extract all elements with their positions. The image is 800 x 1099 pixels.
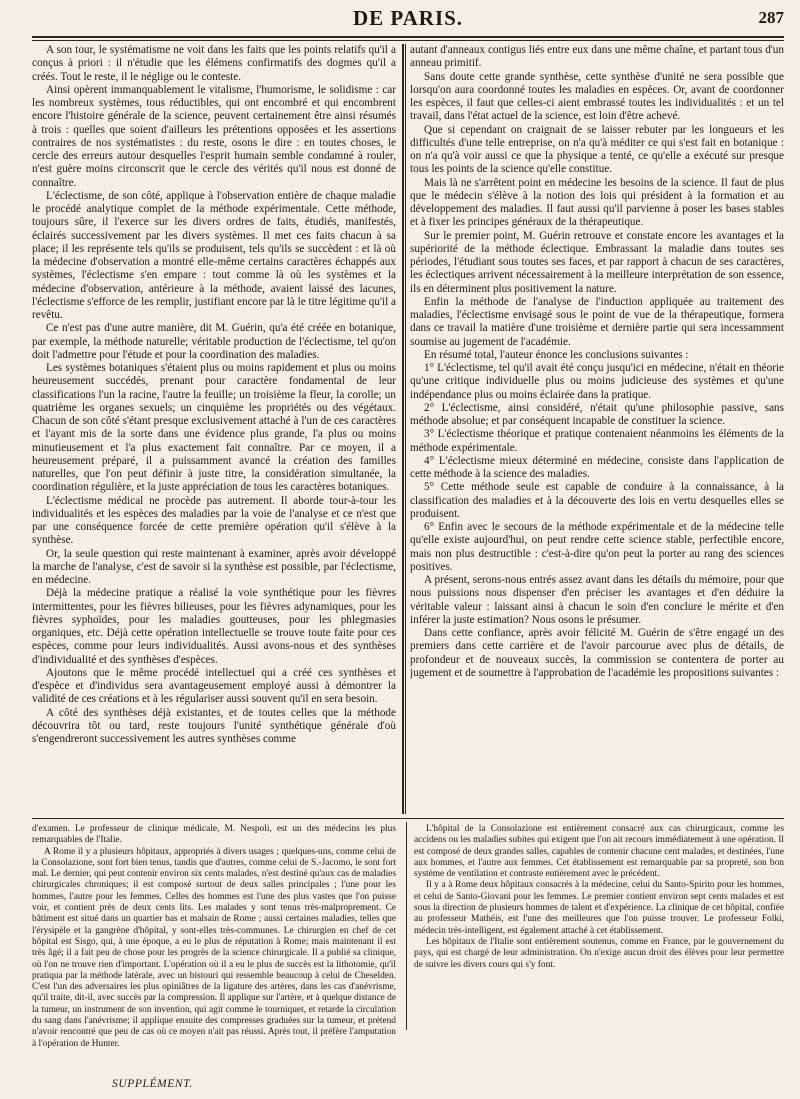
conclusion-item: 5° Cette méthode seule est capable de conduire à la connaissance, à la classification des maladies et à la découverte des lois en vertu desquelles elles se produisent. — [410, 481, 784, 520]
paragraph: A présent, serons-nous entrés assez avant dans les détails du mémoire, pour que nous puissions nous dispenser d'en préciser les avantages et d'en déduire la véritable valeur : laissant ainsi à chacun le soin d'en conclure le mérite et d'en inférer la juste estimation? Nous osons le présumer. — [410, 574, 784, 626]
footnote-right — [414, 824, 784, 1024]
footnote-rule — [32, 818, 784, 819]
running-title: DE PARIS. — [352, 6, 464, 30]
footnote-divider — [406, 822, 407, 1030]
footnote-paragraph: L'hôpital de la Consolazione est entièrement consacré aux cas chirurgicaux, comme les accidens ou les maladies subites qui exigent que l'on ait recours immédiatement à une opération. Il est composé de deux grandes salles, capables de contenir chacune cent malades, et destinées, l'une aux hommes, et l'autre aux femmes. Cet établissement est remarquable par sa propreté, son bon système de ventilation et contraste entièrement avec le précédent. — [414, 824, 784, 880]
conclusion-item: 6° Enfin avec le secours de la méthode expérimentale et de la médecine telle qu'elle existe aujourd'hui, on peut rendre cette science stable, perfectible encore, mais non plus destructible : c'est-à-dire qu'on peut la porter au rang des sciences positives. — [410, 521, 784, 573]
paragraph: L'éclectisme, de son côté, applique à l'observation entière de chaque maladie le procédé analytique complet de la méthode expérimentale. Cette méthode, toujours sûre, il l'exerce sur les divers ordres de faits, étudiés, manifestés, éclairés successivement par les divers systèmes. Il met ces faits chacun à sa place; il les représente tels qu'ils se produisent, tels qu'ils se succèdent : et là où la médecine d'observation a montré elle-même certains caractères échappés aux systèmes, l'éclectisme s'en empare : tout comme là où les systèmes et la médecine d'observation, antérieure à la méthode, avaient laissé des lacunes, l'éclectisme s'efforce de les remplir, justifiant encore par là le titre légitime qu'il a revêtu. — [32, 189, 396, 321]
column-divider-thin — [405, 44, 406, 814]
paragraph: Ajoutons que le même procédé intellectuel qui a créé ces synthèses et d'espèce et d'individus sera avantageusement employé aussi à démontrer la validité de ces créations et à les régulariser aussi souvent qu'il en sera besoin. — [32, 666, 396, 706]
footnote-left — [32, 824, 396, 1079]
conclusion-item: 1° L'éclectisme, tel qu'il avait été conçu jusqu'ici en médecine, n'était en théorie qu'une critique individuelle plus ou moins judicieuse des systèmes et qu'une indépendance plus ou moins éclairée dans la pratique. — [410, 362, 784, 401]
footnote-paragraph: A Rome il y a plusieurs hôpitaux, appropriés à divers usages ; quelques-uns, comme celui de la Consolazione, sont fort bien tenus, tandis que d'autres, comme celui de S.-Jacomo, le sont fort mal. Le dernier, qui peut contenir environ six cents malades, n'est destiné qu'aux cas de maladies chirurgicales chroniques; il est composé surtout de deux salles principales ; l'une pour les hommes, l'autre pour les femmes. Celles des hommes est l'une des plus vastes que l'on puisse voir, et contient près de deux cents lits. Les malades y sont tenus très-malproprement. Ce bâtiment est situé dans un quartier bas et malsain de Rome ; aussi certaines maladies, telles que l'érysipèle et la gangrène d'hôpital, y sont-elles très-communes. Le chirurgien en chef de cet hôpital est Sisgo, qui, à une époque, a eu le plus de réputation à Rome; mais maintenant il est très âgé; il a fait peu de chose pour les progrès de la science chirurgicale. Il a publié sa clinique, où l'on ne trouve rien d'important. L'opération où il a eu le plus de succès est la lithotomie, qu'il pratiqua par la méthode latérale, avec un bistouri qui ressemble beaucoup à celui de Cheselden. C'est l'un des adversaires les plus opiniâtres de la ligature des artères, dans les cas d'anévrisme, qu'il traite, dit-il, avec succès par la compression. Il applique sur l'artère, et à quelque distance de la tumeur, un instrument de son invention, qui agit comme le tourniquet, et retarde la circulation du sang dans l'anévrisme; il applique ensuite des compresses graduées sur la tumeur, et prétend n'avoir rencontré que peu de cas où ce moyen n'ait pas réussi. Après tout, il préfère l'amputation à l'opération de Hunter. — [32, 846, 396, 1049]
paragraph: A son tour, le systématisme ne voit dans les faits que les points relatifs qu'il a conçus à priori : il n'étudie que les élémens confirmatifs des dogmes qu'il a créés. Tout le reste, il le néglige ou le conteste. — [32, 44, 396, 83]
header-rule — [32, 36, 784, 38]
right-column — [410, 44, 784, 814]
paragraph: Sur le premier point, M. Guérin retrouve et constate encore les avantages et la supériorité de la méthode éclectique. Embrassant la maladie dans toutes ses périodes, l'étudiant sous toutes ses faces, et par rapport à chacun de ses caractères, les éclectiques arrivent nécessairement à la meilleure interprétation de son essence, ils en déterminent plus positivement la nature. — [410, 229, 784, 295]
paragraph: autant d'anneaux contigus liés entre eux dans une même chaîne, et partant tous d'un anneau primitif. — [410, 44, 784, 70]
left-column — [32, 44, 396, 814]
paragraph: Déjà la médecine pratique a réalisé la voie synthétique pour les fièvres intermittentes, pour les fièvres bilieuses, pour les fièvres adynamiques, pour les fièvres syphoïdes, pour les maladies goutteuses, pour les phlegmasies organiques, etc. Déjà cette opération intellectuelle se trouve toute faite pour ces espèces, comme pour leurs individualités. Aussi avons-nous et des synthèses d'individualité et des synthèses d'espèces. — [32, 587, 396, 666]
footnote-paragraph: Les hôpitaux de l'Italie sont entièrement soutenus, comme en France, par le gouvernement du pays, qui est chargé de leur administration. On n'exige aucun droit des élèves pour leur permettre de suivre les divers cours qui s'y font. — [414, 936, 784, 970]
header-rule-thin — [32, 40, 784, 41]
footnote-paragraph: d'examen. Le professeur de clinique médicale, M. Nespoli, est un des médecins les plus remarquables de l'Italie. — [32, 824, 396, 846]
paragraph: Ainsi opèrent immanquablement le vitalisme, l'humorisme, le solidisme : car les nombreux systèmes, tous réductibles, qui ont encombré et qui encombrent encore l'histoire générale de la science, peuvent certainement être ainsi résumés à trois : quelles que soient d'ailleurs les prétentions opposées et les assertions contraires de nos systématistes : du reste, osons le dire : en toutes choses, le cercle des erreurs autour desquelles l'esprit humain semble condamné à rouler, n'est guère moins circonscrit que le cercle des vérités qu'il nous est donné de connaître. — [32, 83, 396, 189]
paragraph: Que si cependant on craignait de se laisser rebuter par les longueurs et les difficultés d'une telle entreprise, on n'a qu'à méditer ce qui s'est fait en botanique : on n'a qu'à voir aussi ce que la physique a tenté, ce qu'elle a exécuté sur presque tous les points de la science qu'elle constitue. — [410, 123, 784, 176]
footnote-paragraph: Il y a à Rome deux hôpitaux consacrés à la médecine, celui du Santo-Spirito pour les hommes, et celui de Santo-Giovani pour les femmes. Le premier contient environ sept cents malades et est sous la direction de plusieurs hommes de talent et d'expérience. La clinique de cet hôpital, confiée au professeur Mathéis, est l'une des meilleures que l'on puisse trouver. Le professeur Folki, médecin très-intelligent, est également attaché à cet établissement. — [414, 880, 784, 936]
page-number: 287 — [758, 8, 784, 27]
newspaper-page — [32, 0, 784, 1099]
paragraph: A côté des synthèses déjà existantes, et de toutes celles que la méthode découvrira tôt ou tard, reste toujours l'unité synthétique générale d'où s'engendreront successivement les autres synthèses comme — [32, 706, 396, 745]
paragraph: L'éclectisme médical ne procède pas autrement. Il aborde tour-à-tour les individualités et les espèces des maladies par la voie de l'analyse et ce n'est que par une conséquence forcée de cette première opération qu'il s'élève à la synthèse. — [32, 494, 396, 547]
paragraph: Sans doute cette grande synthèse, cette synthèse d'unité ne sera possible que lorsqu'on aura coordonné toutes les maladies en espèces. Or, avant de coordonner les espèces, il faut que celles-ci aient embrassé toutes les individualités : et un tel travail, dans l'état actuel de la science, est loin d'être achevé. — [410, 70, 784, 123]
paragraph: Ce n'est pas d'une autre manière, dit M. Guérin, qu'a été créée en botanique, par exemple, la méthode naturelle; véritable production de l'éclectisme, tel qu'on doit l'admettre pour l'étude et pour la coordination des maladies. — [32, 322, 396, 361]
paragraph: Or, la seule question qui reste maintenant à examiner, après avoir développé la marche de l'analyse, c'est de savoir si la synthèse est possible, par l'éclectisme, en médecine. — [32, 547, 396, 586]
conclusion-item: 3° L'éclectisme théorique et pratique contenaient néanmoins les éléments de la méthode expérimentale. — [410, 428, 784, 454]
conclusion-item: 2° L'éclectisme, ainsi considéré, n'était qu'une philosophie passive, sans méthode absolue; et par conséquent incapable de constituer la science. — [410, 401, 784, 427]
paragraph: En résumé total, l'auteur énonce les conclusions suivantes : — [424, 348, 689, 361]
page-header — [32, 6, 784, 36]
paragraph: Enfin la méthode de l'analyse de l'induction appliquée au traitement des maladies, l'éclectisme envisagé sous le point de vue de la thérapeutique, formera dans ce travail la matière d'une troisième et dernière partie qui sera incessamment soumise au jugement de l'académie. — [410, 295, 784, 348]
paragraph: Les systèmes botaniques s'étaient plus ou moins rapidement et plus ou moins heureusement succédés, prenant pour caractère fondamental de leur classifications l'un la racine, l'autre la feuille; un troisième la fleur, la corolle; un quatrième les organes sexuels; un cinquième les propriétés ou des végétaux. Chacun de son côté s'étant presque exclusivement attaché à l'un de ces caractères et l'ayant mis de la sorte dans une évidence plus grande, l'a plus ou moins minutieusement et l'a plus exactement fait connaître. Par ce moyen, il a heureusement préparé, il a puissamment avancé la création des familles naturelles, que l'on peut définir à juste titre, la considération simultanée, la coordination régulière, et la juste appréciation de tous les caractères botaniques. — [32, 362, 396, 494]
supplement-label: SUPPLÉMENT. — [112, 1078, 193, 1090]
paragraph: Dans cette confiance, après avoir félicité M. Guérin de s'être engagé un des premiers dans cette carrière et de l'avoir parcourue avec plus de détails, de profondeur et de nouveaux succès, la commission se contentera de porter au jugement et de soumettre à l'approbation de l'académie les propositions suivantes : — [410, 627, 784, 679]
column-divider — [402, 44, 404, 814]
paragraph: Mais là ne s'arrêtent point en médecine les besoins de la science. Il faut de plus que le médecin s'élève à la notion des lois qui président à la formation et au développement des maladies. Il faut aussi qu'il parvienne à poser les bases stables et à fixer les principes généraux de la thérapeutique. — [410, 176, 784, 229]
conclusion-item: 4° L'éclectisme mieux déterminé en médecine, consiste dans l'application de cette méthode à la science des maladies. — [410, 454, 784, 480]
